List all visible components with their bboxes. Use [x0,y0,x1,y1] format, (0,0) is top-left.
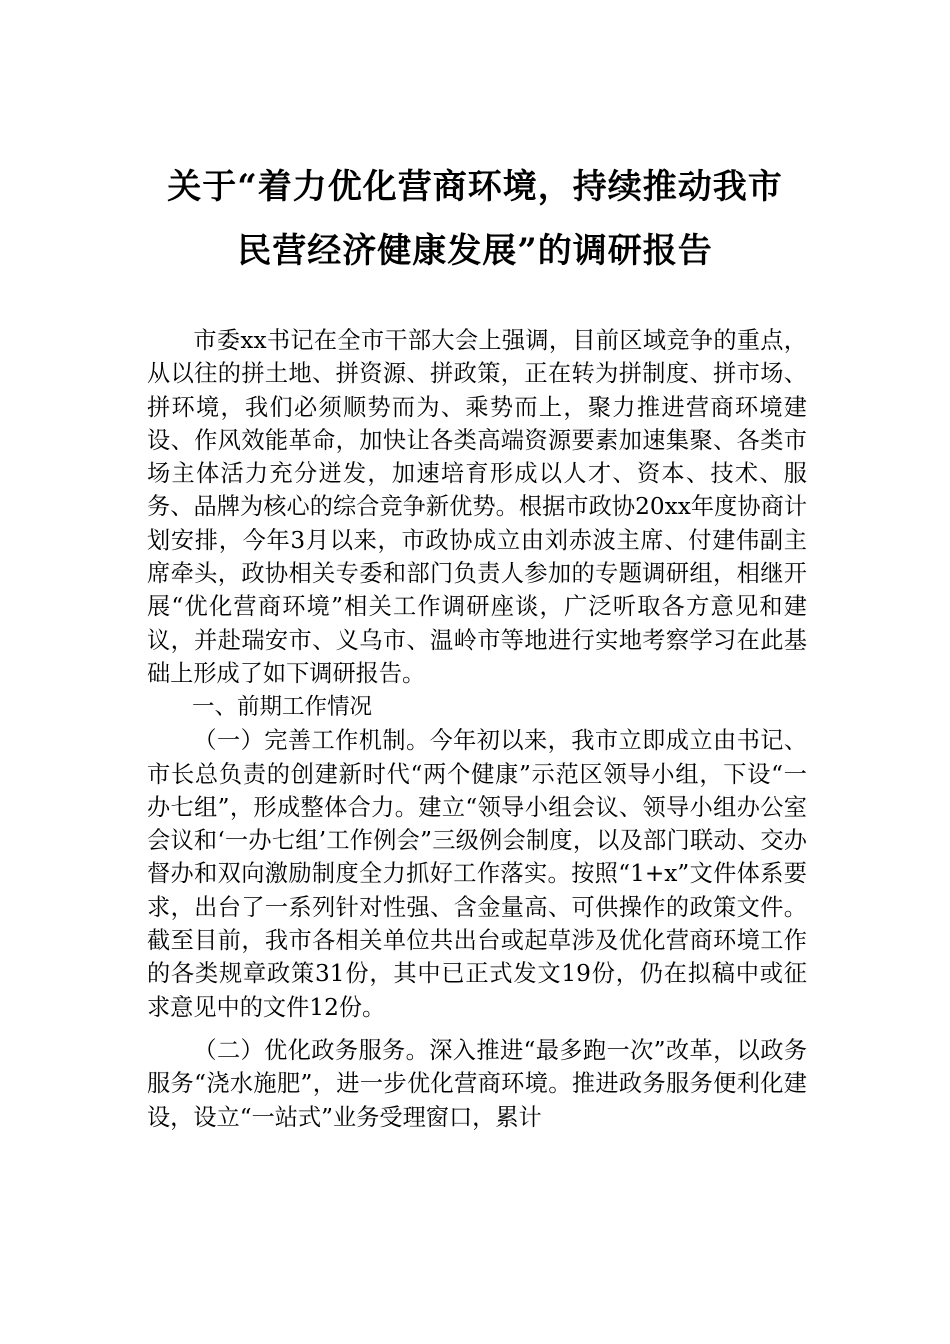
subsection-1-paragraph [147,724,807,1024]
subsection-2-body: 深入推进“最多跑一次”改革，以政务服务“浇水施肥”，进一步优化营商环境。推进政务服务便利化建设，设立“一站式”业务受理窗口，累计 [147,1036,808,1131]
subsection-2-title: （二）优化政务服务。 [193,1036,430,1064]
document-title-line-1: 关于“着力优化营商环境，持续推动我市 [167,167,783,207]
section-heading-1: 一、前期工作情况 [192,694,373,721]
document-title-line-2: 民营经济健康发展”的调研报告 [237,231,713,271]
intro-paragraph: 市委xx书记在全市干部大会上强调，目前区域竞争的重点，从以往的拼土地、拼资源、拼政策，正在转为拼制度、拼市场、拼环境，我们必须顺势而为、乘势而上，聚力推进营商环境建设、作风效能革命，加快让各类高端资源要素加速集聚、各类市场主体活力充分迸发，加速培育形成以人才、资本、技术、服务、品牌为核心的综合竞争新优势。根据市政协20xx年度协商计划安排，今年3月以来，市政协成立由刘赤波主席、付建伟副主席牵头，政协相关专委和部门负责人参加的专题调研组，相继开展“优化营商环境”相关工作调研座谈，广泛听取各方意见和建议，并赴瑞安市、义乌市、温岭市等地进行实地考察学习在此基础上形成了如下调研报告。 [147,327,808,687]
document-body [147,324,807,1134]
subsection-1-body: 今年初以来，我市立即成立由书记、市长总负责的创建新时代“两个健康”示范区领导小组，下设“一办七组”，形成整体合力。建立“领导小组会议、领导小组办公室会议和‘一办七组’工作例会”三级例会制度，以及部门联动、交办督办和双向激励制度全力抓好工作落实。按照“1+x”文件体系要求，出台了一系列针对性强、含金量高、可供操作的政策文件。截至目前，我市各相关单位共出台或起草涉及优化营商环境工作的各类规章政策31份，其中已正式发文19份，仍在拟稿中或征求意见中的文件12份。 [147,727,808,1021]
subsection-1-title: （一）完善工作机制。 [193,727,430,755]
paragraph-gap [147,1024,807,1034]
subsection-2-paragraph [147,1034,807,1134]
